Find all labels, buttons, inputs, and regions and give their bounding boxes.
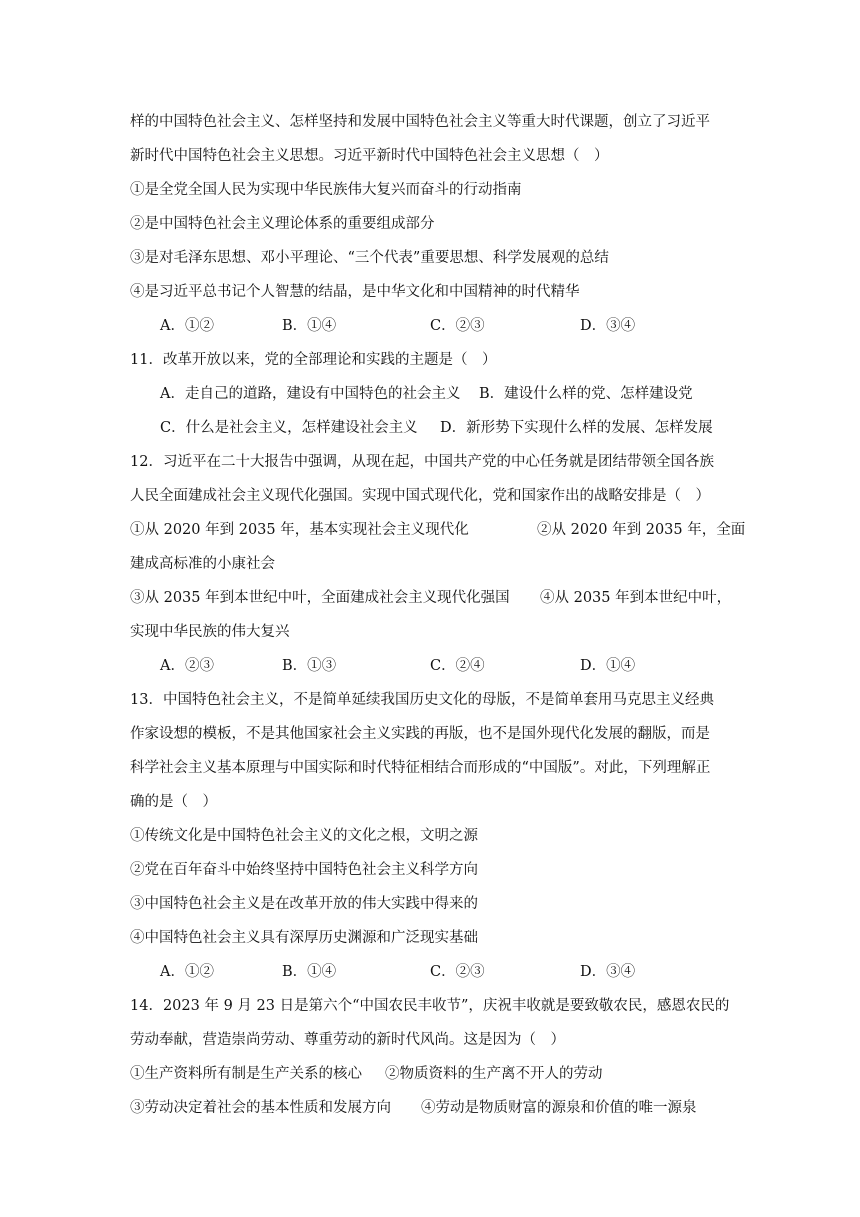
q11-option-a[interactable]: A．走自己的道路，建设有中国特色的社会主义: [160, 386, 461, 402]
q12-stem-line-2: 人民全面建成社会主义现代化强国。实现中国式现代化，党和国家作出的战略安排是（ ）: [130, 488, 710, 504]
q12-statement-4-cont: 实现中华民族的伟大复兴: [130, 624, 290, 640]
q13-stem-line-4: 确的是（ ）: [130, 794, 217, 810]
q14-stem-line-2: 劳动奉献，营造崇尚劳动、尊重劳动的新时代风尚。这是因为（ ）: [130, 1032, 565, 1048]
q12-stem-line-1: 12．习近平在二十大报告中强调，从现在起，中国共产党的中心任务就是团结带领全国各族: [130, 454, 714, 470]
q13-stem-line-1: 13．中国特色社会主义，不是简单延续我国历史文化的母版，不是简单套用马克思主义经典: [130, 692, 714, 708]
q14-statement-2: ②物质资料的生产离不开人的劳动: [385, 1066, 603, 1082]
q14-statement-3: ③劳动决定着社会的基本性质和发展方向: [130, 1100, 391, 1116]
q13-option-b[interactable]: B．①④: [282, 964, 337, 980]
q12-option-d[interactable]: D．①④: [580, 658, 636, 674]
q13-option-d[interactable]: D．③④: [580, 964, 636, 980]
q12-option-a[interactable]: A．②③: [160, 658, 214, 674]
q10-statement-4: ④是习近平总书记个人智慧的结晶，是中华文化和中国精神的时代精华: [130, 284, 580, 300]
q14-stem-line-1: 14．2023 年 9 月 23 日是第六个“中国农民丰收节”，庆祝丰收就是要致敬农民，感恩农民的: [130, 998, 730, 1014]
q10-statement-2: ②是中国特色社会主义理论体系的重要组成部分: [130, 216, 435, 232]
q12-option-c[interactable]: C．②④: [430, 658, 485, 674]
q11-option-d[interactable]: D．新形势下实现什么样的发展、怎样发展: [440, 420, 713, 436]
q12-statement-2-cont: 建成高标准的小康社会: [130, 556, 275, 572]
q12-statement-3: ③从 2035 年到本世纪中叶，全面建成社会主义现代化强国: [130, 590, 510, 606]
q13-statement-2: ②党在百年奋斗中始终坚持中国特色社会主义科学方向: [130, 862, 478, 878]
q10-option-c[interactable]: C．②③: [430, 318, 485, 334]
q13-option-a[interactable]: A．①②: [160, 964, 214, 980]
q11-option-c[interactable]: C．什么是社会主义，怎样建设社会主义: [160, 420, 418, 436]
q14-statement-4: ④劳动是物质财富的源泉和价值的唯一源泉: [421, 1100, 697, 1116]
q12-statement-2: ②从 2020 年到 2035 年，全面: [537, 522, 746, 538]
q10-stem-line-1: 样的中国特色社会主义、怎样坚持和发展中国特色社会主义等重大时代课题，创立了习近平: [130, 114, 710, 130]
q13-stem-line-3: 科学社会主义基本原理与中国实际和时代特征相结合而形成的“中国版”。对此，下列理解正: [130, 760, 711, 776]
q13-stem-line-2: 作家设想的模板，不是其他国家社会主义实践的再版，也不是国外现代化发展的翻版，而是: [130, 726, 710, 742]
q12-statement-4: ④从 2035 年到本世纪中叶，: [540, 590, 732, 606]
q10-statement-1: ①是全党全国人民为实现中华民族伟大复兴而奋斗的行动指南: [130, 182, 522, 198]
q11-stem: 11．改革开放以来，党的全部理论和实践的主题是（ ）: [130, 352, 497, 368]
q13-option-c[interactable]: C．②③: [430, 964, 485, 980]
q12-statement-1: ①从 2020 年到 2035 年，基本实现社会主义现代化: [130, 522, 469, 538]
q12-option-b[interactable]: B．①③: [282, 658, 337, 674]
q13-statement-1: ①传统文化是中国特色社会主义的文化之根，文明之源: [130, 828, 478, 844]
q10-statement-3: ③是对毛泽东思想、邓小平理论、“三个代表”重要思想、科学发展观的总结: [130, 250, 609, 266]
q10-stem-line-2: 新时代中国特色社会主义思想。习近平新时代中国特色社会主义思想（ ）: [130, 148, 609, 164]
q14-statement-1: ①生产资料所有制是生产关系的核心: [130, 1066, 362, 1082]
q11-option-b[interactable]: B．建设什么样的党、怎样建设党: [479, 386, 693, 402]
q13-statement-4: ④中国特色社会主义具有深厚历史渊源和广泛现实基础: [130, 930, 478, 946]
q10-option-d[interactable]: D．③④: [580, 318, 636, 334]
q10-option-b[interactable]: B．①④: [282, 318, 337, 334]
q13-statement-3: ③中国特色社会主义是在改革开放的伟大实践中得来的: [130, 896, 478, 912]
q10-option-a[interactable]: A．①②: [160, 318, 214, 334]
